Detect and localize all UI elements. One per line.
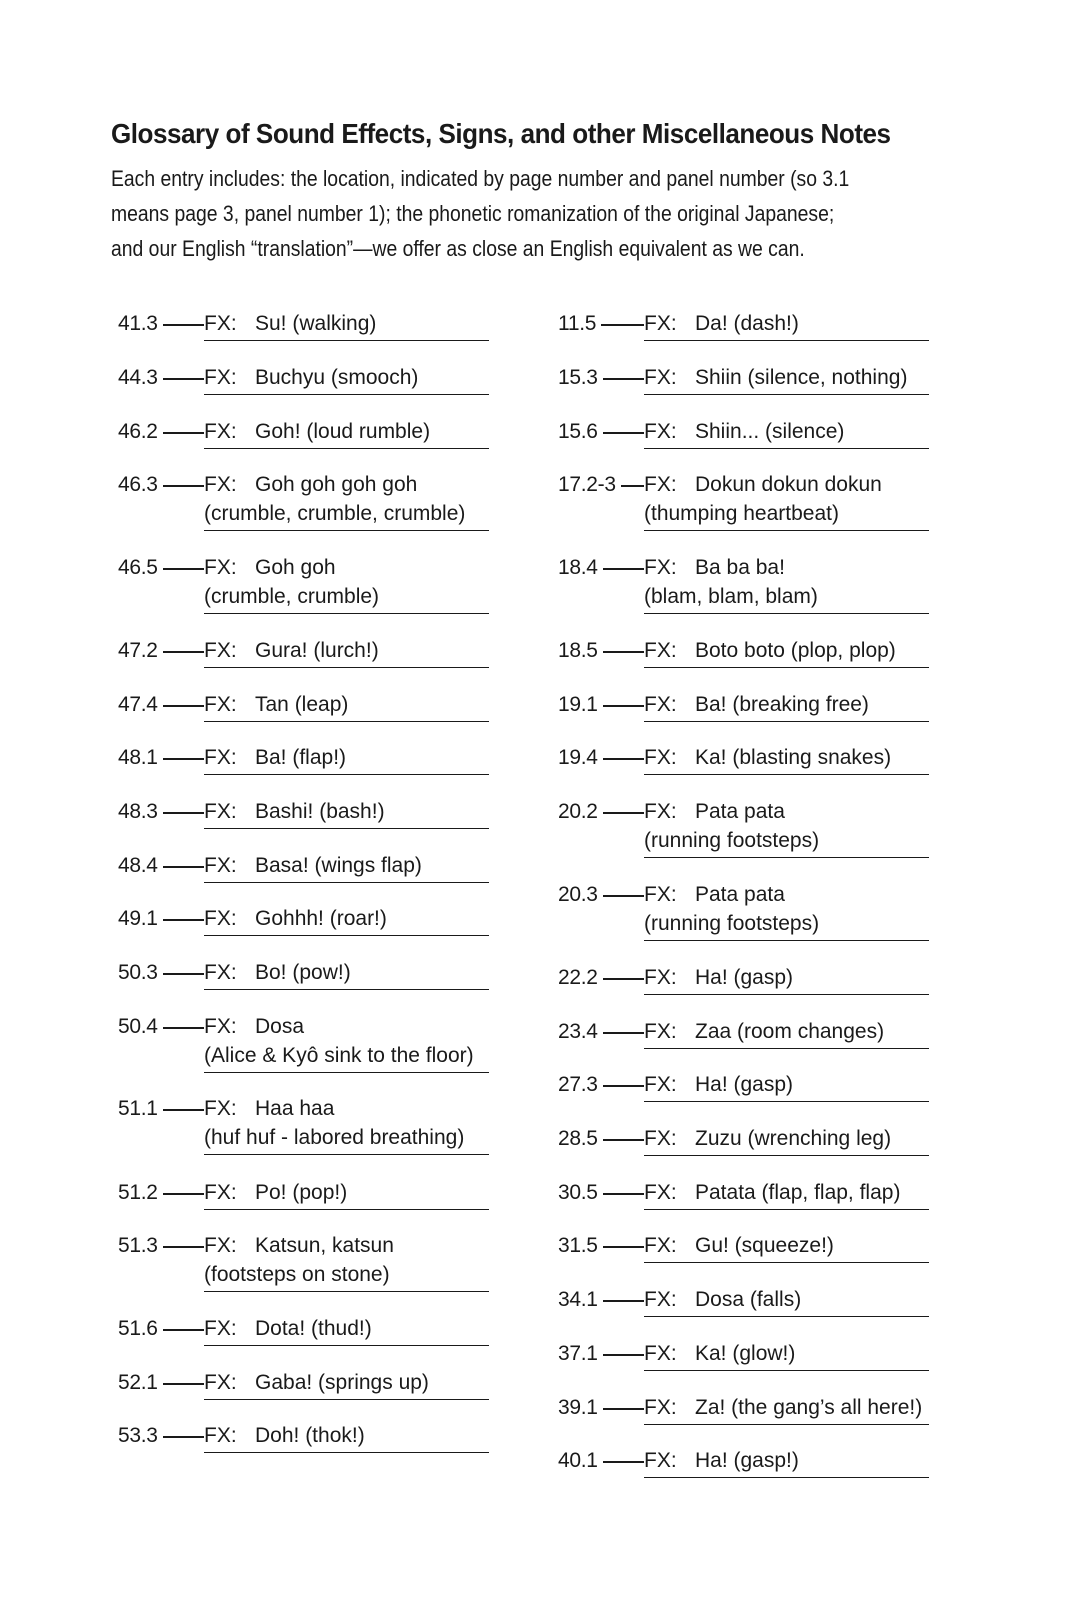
sound-effect-text: Katsun, katsun — [255, 1234, 394, 1257]
entry-underline — [204, 340, 489, 341]
leader-dash — [603, 1300, 644, 1302]
fx-label: FX: — [644, 1073, 677, 1096]
fx-label: FX: — [204, 1181, 237, 1204]
glossary-entry — [558, 417, 930, 446]
sound-effect-text: Dokun dokun dokun — [695, 473, 882, 496]
sound-effect-text: Dota! (thud!) — [255, 1317, 372, 1340]
glossary-entry — [558, 309, 930, 338]
entry-location: 51.1 — [118, 1097, 158, 1120]
entry-underline — [644, 1424, 929, 1425]
leader-dash — [163, 1246, 204, 1248]
entry-underline — [644, 940, 929, 941]
glossary-entry — [558, 363, 930, 392]
glossary-entry — [118, 1012, 490, 1070]
entry-underline — [644, 1262, 929, 1263]
leader-dash — [603, 1193, 644, 1195]
entry-location: 48.3 — [118, 800, 158, 823]
entry-underline — [644, 994, 929, 995]
entry-underline — [204, 613, 489, 614]
entry-underline — [644, 1209, 929, 1210]
glossary-entry — [118, 904, 490, 933]
glossary-entry — [118, 309, 490, 338]
sound-effect-continuation: (blam, blam, blam) — [644, 585, 818, 608]
entry-location: 44.3 — [118, 366, 158, 389]
leader-dash — [603, 1139, 644, 1141]
entry-location: 46.2 — [118, 420, 158, 443]
leader-dash — [603, 1085, 644, 1087]
sound-effect-text: Zaa (room changes) — [695, 1020, 885, 1043]
fx-label: FX: — [644, 1020, 677, 1043]
entry-location: 51.2 — [118, 1181, 158, 1204]
sound-effect-text: Gu! (squeeze!) — [695, 1234, 834, 1257]
sound-effect-text: Dosa (falls) — [695, 1288, 802, 1311]
entry-underline — [204, 882, 489, 883]
entry-underline — [644, 857, 929, 858]
entry-location: 52.1 — [118, 1371, 158, 1394]
page-title: Glossary of Sound Effects, Signs, and other Miscellaneous Notes — [111, 118, 891, 149]
entry-location: 41.3 — [118, 312, 158, 335]
glossary-entry — [118, 1178, 490, 1207]
intro-line: Each entry includes: the location, indicated by page number and panel number (so 3.1 — [111, 166, 850, 191]
glossary-entry — [558, 797, 930, 855]
glossary-entry — [558, 1178, 930, 1207]
sound-effect-text: Haa haa — [255, 1097, 335, 1120]
fx-label: FX: — [204, 556, 237, 579]
leader-dash — [621, 485, 644, 487]
leader-dash — [163, 919, 204, 921]
leader-dash — [163, 1329, 204, 1331]
sound-effect-continuation: (huf huf - labored breathing) — [204, 1126, 465, 1149]
sound-effect-text: Za! (the gang’s all here!) — [695, 1396, 923, 1419]
sound-effect-text: Bo! (pow!) — [255, 961, 351, 984]
leader-dash — [603, 568, 644, 570]
entry-location: 47.4 — [118, 693, 158, 716]
fx-label: FX: — [204, 1234, 237, 1257]
glossary-entry — [118, 958, 490, 987]
sound-effect-text: Pata pata — [695, 800, 785, 823]
glossary-entry — [118, 851, 490, 880]
leader-dash — [603, 378, 644, 380]
leader-dash — [163, 1193, 204, 1195]
glossary-entry — [558, 1017, 930, 1046]
glossary-entry — [558, 1124, 930, 1153]
intro-line: means page 3, panel number 1); the phonetic romanization of the original Japanese; — [111, 201, 835, 226]
fx-label: FX: — [644, 746, 677, 769]
leader-dash — [603, 1246, 644, 1248]
entry-location: 22.2 — [558, 966, 598, 989]
entry-location: 51.6 — [118, 1317, 158, 1340]
entry-underline — [204, 721, 489, 722]
sound-effect-text: Ka! (blasting snakes) — [695, 746, 892, 769]
glossary-entry — [558, 1339, 930, 1368]
fx-label: FX: — [644, 639, 677, 662]
leader-dash — [163, 1436, 204, 1438]
fx-label: FX: — [204, 420, 237, 443]
fx-label: FX: — [644, 556, 677, 579]
entry-underline — [204, 448, 489, 449]
sound-effect-text: Ha! (gasp) — [695, 966, 794, 989]
entry-location: 15.3 — [558, 366, 598, 389]
entry-underline — [204, 394, 489, 395]
fx-label: FX: — [644, 1396, 677, 1419]
sound-effect-text: Doh! (thok!) — [255, 1424, 365, 1447]
sound-effect-text: Goh! (loud rumble) — [255, 420, 431, 443]
entry-underline — [204, 530, 489, 531]
right-column — [558, 0, 938, 1600]
glossary-entry — [118, 743, 490, 772]
entry-underline — [204, 1072, 489, 1073]
leader-dash — [163, 568, 204, 570]
fx-label: FX: — [644, 693, 677, 716]
entry-underline — [644, 667, 929, 668]
fx-label: FX: — [204, 1097, 237, 1120]
sound-effect-text: Da! (dash!) — [695, 312, 799, 335]
leader-dash — [163, 812, 204, 814]
entry-underline — [644, 448, 929, 449]
entry-location: 23.4 — [558, 1020, 598, 1043]
fx-label: FX: — [204, 746, 237, 769]
entry-underline — [204, 989, 489, 990]
leader-dash — [603, 812, 644, 814]
entry-underline — [644, 1101, 929, 1102]
leader-dash — [603, 758, 644, 760]
sound-effect-text: Shiin... (silence) — [695, 420, 845, 443]
leader-dash — [603, 432, 644, 434]
fx-label: FX: — [204, 366, 237, 389]
sound-effect-text: Ba! (flap!) — [255, 746, 347, 769]
sound-effect-text: Ka! (glow!) — [695, 1342, 796, 1365]
entry-location: 28.5 — [558, 1127, 598, 1150]
glossary-entry — [558, 1285, 930, 1314]
entry-location: 18.4 — [558, 556, 598, 579]
glossary-entry — [558, 1393, 930, 1422]
entry-underline — [644, 1370, 929, 1371]
sound-effect-text: Basa! (wings flap) — [255, 854, 422, 877]
entry-location: 40.1 — [558, 1449, 598, 1472]
sound-effect-text: Shiin (silence, nothing) — [695, 366, 908, 389]
leader-dash — [163, 973, 204, 975]
entry-location: 47.2 — [118, 639, 158, 662]
glossary-entry — [118, 690, 490, 719]
entry-underline — [204, 1291, 489, 1292]
entry-location: 17.2-3 — [558, 473, 616, 496]
fx-label: FX: — [644, 1234, 677, 1257]
entry-location: 18.5 — [558, 639, 598, 662]
left-column — [118, 0, 498, 1600]
leader-dash — [603, 1461, 644, 1463]
sound-effect-text: Goh goh — [255, 556, 336, 579]
fx-label: FX: — [204, 473, 237, 496]
leader-dash — [163, 485, 204, 487]
glossary-entry — [118, 1368, 490, 1397]
leader-dash — [603, 1354, 644, 1356]
entry-location: 50.3 — [118, 961, 158, 984]
fx-label: FX: — [204, 1317, 237, 1340]
glossary-entry — [118, 363, 490, 392]
entry-underline — [204, 774, 489, 775]
glossary-entry — [558, 470, 930, 528]
entry-location: 48.1 — [118, 746, 158, 769]
fx-label: FX: — [644, 473, 677, 496]
leader-dash — [163, 432, 204, 434]
fx-label: FX: — [204, 1424, 237, 1447]
sound-effect-text: Ha! (gasp) — [695, 1073, 794, 1096]
leader-dash — [163, 651, 204, 653]
glossary-entry — [558, 1070, 930, 1099]
entry-underline — [204, 1345, 489, 1346]
fx-label: FX: — [204, 1371, 237, 1394]
entry-underline — [644, 394, 929, 395]
fx-label: FX: — [644, 420, 677, 443]
entry-underline — [204, 1452, 489, 1453]
sound-effect-text: Dosa — [255, 1015, 305, 1038]
sound-effect-text: Gura! (lurch!) — [255, 639, 379, 662]
leader-dash — [603, 895, 644, 897]
entry-location: 50.4 — [118, 1015, 158, 1038]
intro-line: and our English “translation”—we offer as close an English equivalent as we can. — [111, 236, 805, 261]
sound-effect-text: Bashi! (bash!) — [255, 800, 385, 823]
entry-underline — [204, 667, 489, 668]
sound-effect-text: Boto boto (plop, plop) — [695, 639, 896, 662]
entry-underline — [644, 1048, 929, 1049]
glossary-entry — [118, 417, 490, 446]
glossary-entry — [558, 553, 930, 611]
leader-dash — [603, 705, 644, 707]
glossary-entry — [558, 636, 930, 665]
sound-effect-text: Ba! (breaking free) — [695, 693, 869, 716]
leader-dash — [163, 1109, 204, 1111]
entry-underline — [204, 1209, 489, 1210]
leader-dash — [603, 1408, 644, 1410]
entry-underline — [644, 530, 929, 531]
leader-dash — [163, 378, 204, 380]
entry-location: 53.3 — [118, 1424, 158, 1447]
sound-effect-text: Su! (walking) — [255, 312, 377, 335]
sound-effect-text: Ba ba ba! — [695, 556, 785, 579]
glossary-entry — [558, 743, 930, 772]
fx-label: FX: — [644, 1288, 677, 1311]
entry-location: 39.1 — [558, 1396, 598, 1419]
glossary-entry — [558, 880, 930, 938]
fx-label: FX: — [204, 907, 237, 930]
fx-label: FX: — [204, 312, 237, 335]
fx-label: FX: — [644, 800, 677, 823]
fx-label: FX: — [204, 961, 237, 984]
glossary-entry — [558, 1231, 930, 1260]
glossary-entry — [118, 553, 490, 611]
entry-underline — [204, 828, 489, 829]
entry-location: 31.5 — [558, 1234, 598, 1257]
leader-dash — [163, 758, 204, 760]
entry-location: 20.3 — [558, 883, 598, 906]
leader-dash — [603, 978, 644, 980]
glossary-entry — [118, 1314, 490, 1343]
entry-location: 37.1 — [558, 1342, 598, 1365]
glossary-entry — [558, 690, 930, 719]
sound-effect-continuation: (footsteps on stone) — [204, 1263, 390, 1286]
sound-effect-text: Gohhh! (roar!) — [255, 907, 387, 930]
glossary-entry — [118, 1094, 490, 1152]
sound-effect-continuation: (thumping heartbeat) — [644, 502, 839, 525]
entry-underline — [644, 1155, 929, 1156]
leader-dash — [163, 1383, 204, 1385]
sound-effect-text: Tan (leap) — [255, 693, 349, 716]
sound-effect-text: Pata pata — [695, 883, 785, 906]
glossary-entry — [118, 470, 490, 528]
sound-effect-continuation: (running footsteps) — [644, 829, 820, 852]
leader-dash — [163, 1027, 204, 1029]
leader-dash — [601, 324, 644, 326]
entry-location: 19.4 — [558, 746, 598, 769]
entry-underline — [644, 1477, 929, 1478]
glossary-entry — [118, 636, 490, 665]
fx-label: FX: — [644, 312, 677, 335]
sound-effect-continuation: (running footsteps) — [644, 912, 820, 935]
entry-location: 48.4 — [118, 854, 158, 877]
entry-underline — [644, 613, 929, 614]
fx-label: FX: — [644, 883, 677, 906]
entry-underline — [204, 1154, 489, 1155]
entry-underline — [204, 1399, 489, 1400]
fx-label: FX: — [644, 1449, 677, 1472]
sound-effect-text: Ha! (gasp!) — [695, 1449, 799, 1472]
entry-underline — [644, 774, 929, 775]
glossary-entry — [118, 1231, 490, 1289]
entry-location: 51.3 — [118, 1234, 158, 1257]
sound-effect-text: Po! (pop!) — [255, 1181, 348, 1204]
fx-label: FX: — [644, 1181, 677, 1204]
entry-underline — [644, 340, 929, 341]
fx-label: FX: — [204, 800, 237, 823]
entry-location: 49.1 — [118, 907, 158, 930]
fx-label: FX: — [644, 966, 677, 989]
sound-effect-text: Buchyu (smooch) — [255, 366, 419, 389]
entry-location: 20.2 — [558, 800, 598, 823]
glossary-entry — [558, 1446, 930, 1475]
fx-label: FX: — [204, 639, 237, 662]
entry-location: 11.5 — [558, 312, 597, 335]
fx-label: FX: — [644, 366, 677, 389]
sound-effect-text: Goh goh goh goh — [255, 473, 418, 496]
fx-label: FX: — [204, 854, 237, 877]
entry-location: 34.1 — [558, 1288, 598, 1311]
sound-effect-continuation: (crumble, crumble, crumble) — [204, 502, 466, 525]
leader-dash — [163, 866, 204, 868]
glossary-entry — [118, 797, 490, 826]
fx-label: FX: — [644, 1127, 677, 1150]
entry-underline — [644, 721, 929, 722]
leader-dash — [603, 1032, 644, 1034]
glossary-entry — [558, 963, 930, 992]
sound-effect-continuation: (crumble, crumble) — [204, 585, 380, 608]
fx-label: FX: — [644, 1342, 677, 1365]
sound-effect-text: Gaba! (springs up) — [255, 1371, 429, 1394]
fx-label: FX: — [204, 1015, 237, 1038]
leader-dash — [163, 324, 204, 326]
fx-label: FX: — [204, 693, 237, 716]
sound-effect-continuation: (Alice & Kyô sink to the floor) — [204, 1044, 474, 1067]
entry-underline — [644, 1316, 929, 1317]
entry-location: 19.1 — [558, 693, 598, 716]
glossary-entry — [118, 1421, 490, 1450]
entry-location: 15.6 — [558, 420, 598, 443]
entry-location: 46.5 — [118, 556, 158, 579]
entry-location: 30.5 — [558, 1181, 598, 1204]
entry-location: 46.3 — [118, 473, 158, 496]
entry-underline — [204, 935, 489, 936]
entry-location: 27.3 — [558, 1073, 598, 1096]
sound-effect-text: Patata (flap, flap, flap) — [695, 1181, 901, 1204]
leader-dash — [603, 651, 644, 653]
leader-dash — [163, 705, 204, 707]
sound-effect-text: Zuzu (wrenching leg) — [695, 1127, 892, 1150]
